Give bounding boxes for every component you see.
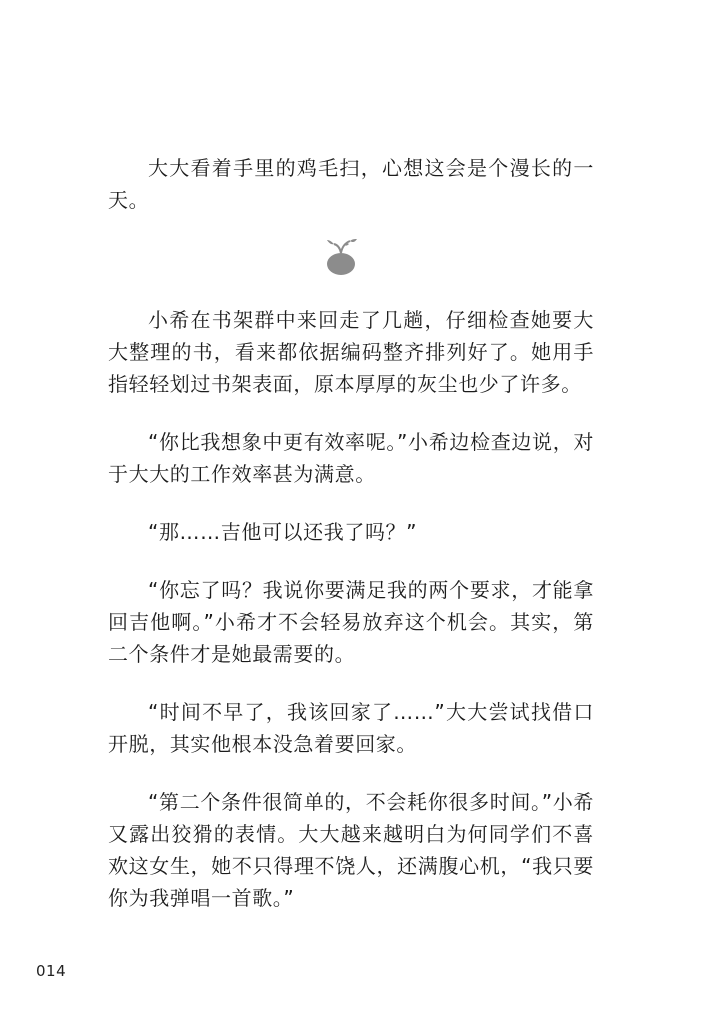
paragraph: “那……吉他可以还我了吗？” bbox=[148, 520, 418, 544]
page-number: 014 bbox=[36, 962, 67, 980]
paragraph: “你比我想象中更有效率呢。”小希边检查边说，对于大大的工作效率甚为满意。 bbox=[108, 430, 594, 486]
body-text bbox=[108, 152, 594, 914]
paragraph: “第二个条件很简单的，不会耗你很多时间。”小希又露出狡猾的表情。大大越来越明白为何同学们不喜欢这女生，她不只得理不饶人，还满腹心机，“我只要你为我弹唱一首歌。” bbox=[108, 790, 594, 910]
paragraph: “你忘了吗？我说你要满足我的两个要求，才能拿回吉他啊。”小希才不会轻易放弃这个机会。其实，第二个条件才是她最需要的。 bbox=[108, 578, 594, 666]
paragraph: “时间不早了，我该回家了……”大大尝试找借口开脱，其实他根本没急着要回家。 bbox=[108, 700, 594, 756]
paragraph: 小希在书架群中来回走了几趟，仔细检查她要大大整理的书，看来都依据编码整齐排列好了。她用手指轻轻划过书架表面，原本厚厚的灰尘也少了许多。 bbox=[108, 308, 594, 396]
paragraph: 大大看着手里的鸡毛扫，心想这会是个漫长的一天。 bbox=[108, 156, 594, 212]
sprout-leaf-icon bbox=[322, 238, 364, 278]
